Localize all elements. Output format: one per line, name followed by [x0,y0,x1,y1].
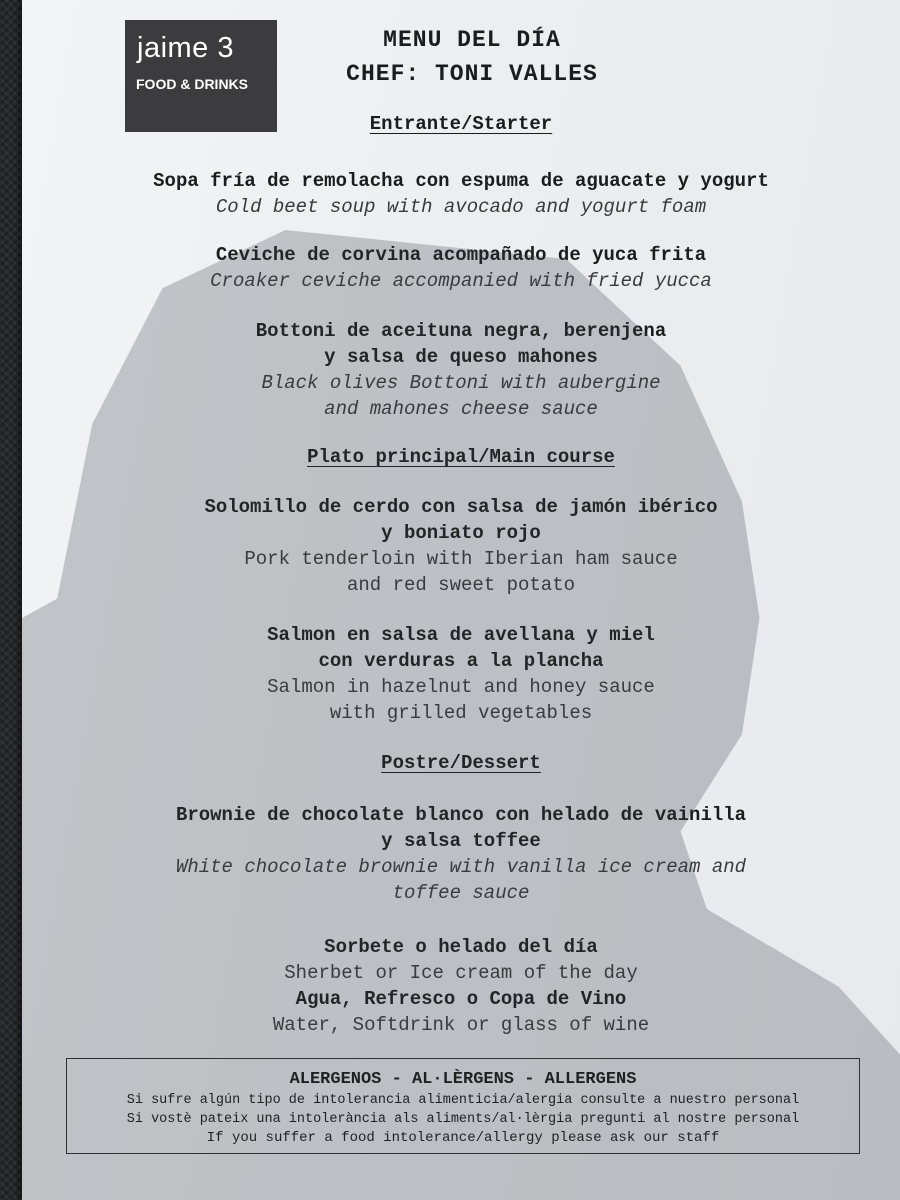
starter-item [22,242,900,294]
dessert-item [22,934,900,986]
allergen-line-en: If you suffer a food intolerance/allergy please ask our staff [206,1130,720,1146]
section-dessert: Postre/Dessert [381,752,541,774]
section-main: Plato principal/Main course [307,446,615,468]
dish-name-en: Cold beet soup with avocado and yogurt foam [215,196,707,218]
dish-name-en: and mahones cheese sauce [324,398,598,420]
dish-name-es: Bottoni de aceituna negra, berenjena [255,320,667,342]
dish-name-en: and red sweet potato [346,574,576,596]
drinks-es: Agua, Refresco o Copa de Vino [295,988,627,1010]
starter-item [22,318,900,422]
dish-name-es: y salsa toffee [381,830,541,852]
dish-name-en: with grilled vegetables [329,702,593,724]
allergen-line-es: Si sufre algún tipo de intolerancia alimenticia/alergia consulte a nuestro personal [126,1093,800,1108]
dish-name-en: toffee sauce [392,882,530,904]
dessert-item [22,802,900,906]
logo-name: jaime 3 [137,32,234,64]
dish-name-es: Sopa fría de remolacha con espuma de aguacate y yogurt [153,170,769,192]
dish-name-en: Black olives Bottoni with aubergine [261,372,661,394]
drinks-item [22,986,900,1038]
dish-name-es: Brownie de chocolate blanco con helado de vainilla [175,804,747,826]
dish-name-es: Solomillo de cerdo con salsa de jamón ibérico [204,496,718,518]
allergen-notice-box [66,1058,860,1154]
dish-name-en: White chocolate brownie with vanilla ice cream and [175,856,747,878]
starter-item [22,168,900,220]
dish-name-es: Salmon en salsa de avellana y miel [267,624,655,646]
dish-name-en: Salmon in hazelnut and honey sauce [267,676,655,698]
main-item [22,622,900,726]
allergen-line-ca: Si vostè pateix una intolerància als aliments/al·lèrgia pregunti al nostre personal [126,1112,800,1127]
dish-name-es: con verduras a la plancha [318,650,604,672]
dish-name-es: Sorbete o helado del día [324,936,598,958]
menu-sheet [22,0,900,1200]
dish-name-es: Ceviche de corvina acompañado de yuca frita [215,244,707,266]
section-starter: Entrante/Starter [369,113,553,135]
main-item [22,494,900,598]
dish-name-en: Sherbet or Ice cream of the day [284,962,638,984]
dish-name-en: Pork tenderloin with Iberian ham sauce [244,548,678,570]
logo-subtitle: FOOD & DRINKS [136,76,248,92]
drinks-en: Water, Softdrink or glass of wine [272,1014,650,1036]
dish-name-es: y boniato rojo [381,522,541,544]
dish-name-es: y salsa de queso mahones [324,346,598,368]
allergen-title: ALERGENOS - AL·LÈRGENS - ALLERGENS [289,1070,637,1089]
dish-name-en: Croaker ceviche accompanied with fried yucca [210,270,712,292]
chef-name: CHEF: TONI VALLES [346,61,598,87]
menu-title: MENU DEL DÍA [383,27,561,53]
